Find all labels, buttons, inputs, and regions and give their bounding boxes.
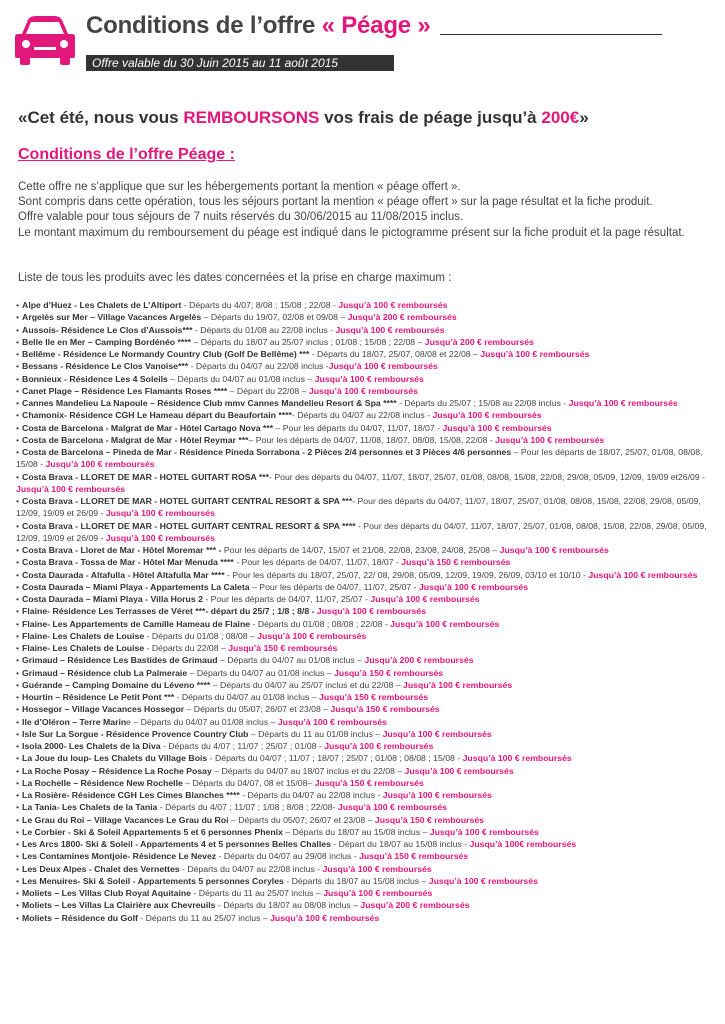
headline-middle: vos frais de péage jusqu’à — [319, 108, 542, 127]
product-name: Les Menuires- Ski & Soleil - Appartements 5 personnes Coryles — [22, 875, 284, 886]
product-amount: Jusqu’à 100 € remboursés — [480, 349, 590, 359]
list-item — [16, 789, 716, 801]
product-amount: Jusqu’à 100 € remboursés — [462, 753, 572, 764]
product-amount: Jusqu’à 100 € remboursés — [16, 483, 126, 494]
headline-highlight-rembourser: REMBOURSONS — [183, 108, 320, 127]
list-item — [16, 593, 716, 605]
page-header — [0, 0, 725, 80]
list-item — [16, 630, 716, 642]
product-amount: Jusqu’à 100 € remboursés — [428, 875, 538, 886]
product-details: - Départs du 18/07 au 08/08 inclus – — [215, 900, 361, 911]
product-details: – Départs du 05/07; 26/07 et 23/08 – — [228, 814, 375, 825]
product-name: Isle Sur La Sorgue - Résidence Provence Country Club — [22, 728, 249, 739]
title-underline — [440, 34, 662, 35]
list-item — [16, 495, 716, 520]
product-name: Argelès sur Mer – Village Vacances Argelès — [22, 312, 202, 323]
product-amount: Jusqu’à 100 € remboursés — [105, 532, 215, 543]
product-amount: Jusqu’à 100 € remboursés — [322, 863, 432, 874]
product-name: Moliets – Les Villas La Clairière aux Chevreuils — [22, 900, 216, 911]
product-list — [16, 299, 716, 924]
product-details: - Départs du 04/07 au 29/08 inclus - — [216, 851, 360, 862]
product-name: Costa Brava - Lloret de Mar - Hôtel Moremar *** - — [22, 545, 222, 555]
product-name: Moliets – Les Villas Club Royal Aquitaine — [22, 888, 192, 898]
product-details: - Départs du 11 au 25/07 inclus – — [137, 912, 271, 923]
product-details: – Pour les départs de 04/07, 11/08, 18/07, 08/08, 15/08, 22/08 - — [248, 434, 496, 445]
list-item — [16, 838, 716, 850]
product-amount: Jusqu’à 100 € remboursés — [314, 373, 424, 384]
product-amount: Jusqu’à 150 € remboursés — [334, 667, 444, 678]
list-item — [16, 801, 716, 813]
product-name: Bonnieux - Résidence Les 4 Soleils — [22, 373, 168, 384]
product-name: Canet Plage – Résidence Les Flamants Roses **** — [22, 385, 228, 396]
list-item — [16, 385, 716, 397]
validity-banner: Offre valable du 30 Juin 2015 au 11 août 2015 — [86, 55, 394, 71]
product-details: - Pour des départs du 04/07, 11/07, 18/07, 25/07, 01/08, 08/08, 15/08, 22/08, 29/08, 05/09, 12/09, 19/09 et 26/09 - — [16, 496, 701, 519]
product-details: - Départs du 25/07 ; 15/08 au 22/08 inclus - — [396, 398, 569, 408]
list-item — [16, 752, 716, 764]
product-amount: Jusqu’à 100 € remboursés — [404, 765, 514, 776]
product-details: – Départs du 05/07; 26/07 et 23/08 – — [184, 704, 331, 715]
product-amount: Jusqu’à 150 € remboursés — [359, 851, 469, 862]
product-details: – Pour les départs du 04/07, 11/07, 18/07 - — [273, 422, 443, 433]
product-name: Costa de Barcelona – Pineda de Mar - Résidence Pineda Sorrabona - 2 Pièces 2/4 personnes et 3 Pièces 4/6 personnes — [22, 447, 512, 457]
list-item — [16, 850, 716, 862]
product-name: Belle Ile en Mer – Camping Bordénéo **** — [22, 336, 192, 347]
car-icon — [14, 14, 76, 66]
product-name: Ile d’Oléron – Terre Marin — [22, 716, 127, 727]
list-item — [16, 397, 716, 409]
product-name: Flaine- Les Appartements de Camille Hameau de Flaine — [22, 618, 251, 629]
product-name: Costa Brava - LLORET DE MAR - HOTEL GUITART CENTRAL RESORT & SPA *** — [22, 496, 353, 506]
product-details: – Départ du 22/08 – — [227, 385, 309, 396]
product-name: Moliets – Résidence du Golf — [22, 912, 138, 923]
product-amount: Jusqu’à 200 € remboursés — [347, 312, 457, 323]
product-name: Guérande – Camping Domaine du Léveno **** — [22, 679, 211, 690]
product-amount: Jusqu’à 100 € remboursés — [335, 324, 445, 335]
product-details: – Départs du 18/07 au 15/08 inclus – — [282, 826, 430, 837]
product-amount: Jusqu’à 100€ remboursés — [469, 839, 577, 849]
product-details: – Départs du 04/07, 08 et 15/08– — [182, 777, 315, 788]
product-amount: Jusqu’à 150 € remboursés — [401, 557, 511, 568]
list-item — [16, 569, 716, 581]
product-details: Pour les départs de 14/07, 15/07 et 21/08, 22/08, 23/08, 24/08, 25/08 – — [221, 545, 500, 555]
product-details: – Départs du 18/07 au 25/07 inclus ; 01/08 ; 15/08 ; 22/08 – — [191, 336, 425, 347]
product-amount: Jusqu’à 200 € remboursés — [424, 336, 534, 347]
list-item — [16, 654, 716, 666]
product-name: Hossegor – Village Vacances Hossegor — [22, 704, 185, 715]
product-details: - Départs du 18/07 au 15/08 inclus – — [283, 875, 429, 886]
product-details: - Départs du 4/07 ; 11/07 ; 25/07 ; 01/08 - — [160, 741, 325, 751]
list-item — [16, 299, 716, 311]
list-item — [16, 667, 716, 679]
product-name: Le Corbier - Ski & Soleil Appartements 5 et 6 personnes Phenix — [22, 826, 283, 837]
list-intro: Liste de tous les produits avec les dates concernées et la prise en charge maximum : — [18, 272, 452, 284]
product-name: Flaine- Les Chalets de Louise — [22, 643, 145, 653]
product-details: - Pour des départs du 04/07, 11/07, 18/07, 25/07, 01/08, 08/08, 15/08, 22/08, 29/08, 05/09, 12/09, 19/09 et 26/09 - — [16, 520, 707, 543]
product-details: - Départs du 4/07; 8/08 ; 15/08 ; 22/08 - — [181, 300, 339, 310]
product-name: Costa de Barcelona - Malgrat de Mar - Hôtel Cartago Nova *** — [22, 422, 274, 433]
product-details: - Départs du 04/07 au 01/08 inclus – — [174, 692, 319, 702]
product-amount: Jusqu’à 100 € remboursés — [338, 300, 448, 310]
list-item — [16, 863, 716, 875]
product-amount: Jusqu’à 100 € remboursés — [418, 581, 529, 592]
paragraph-line: Sont compris dans cette opération, tous les séjours portant la mention « péage offert » sur la page résultat et la fiche produit. — [18, 196, 653, 209]
paragraph-line: Cette offre ne s’applique que sur les hébergements portant la mention « péage offert ». — [18, 181, 461, 193]
title-accent: « Péage » — [321, 12, 431, 39]
list-item — [16, 434, 716, 446]
product-details: - Départs du 01/08 ; 08/08 – — [144, 630, 258, 641]
conditions-paragraph — [18, 180, 718, 241]
list-item — [16, 446, 716, 471]
product-amount: Jusqu’à 100 € remboursés — [588, 569, 698, 580]
list-item — [16, 765, 716, 777]
product-amount: Jusqu’à 100 € remboursés — [270, 912, 380, 923]
product-name: Les Deux Alpes - Chalet des Vernettes — [22, 863, 180, 874]
product-details: – Départs du 04/07 au 18/07 inclus et du 22/08 – — [211, 765, 405, 776]
product-name: La Rochelle – Résidence New Rochelle — [22, 777, 183, 788]
list-item — [16, 471, 716, 496]
product-details: - Départs du 01/08 au 22/08 inclus - — [192, 324, 336, 335]
product-details: - Pour les départs de 04/07, 11/07, 18/07 - — [233, 557, 402, 568]
product-name: Aussois- Résidence Le Clos d’Aussois*** — [22, 324, 193, 335]
product-amount: Jusqu’à 100 € remboursés — [308, 385, 419, 396]
product-details: - Pour les départs du 18/07, 25/07, 22/ 08, 29/08, 05/09, 12/09, 19/09, 26/09, 03/10 et 10/10 - — [224, 569, 589, 580]
product-name: Costa de Barcelona - Malgrat de Mar - Hôtel Reymar *** — [22, 434, 249, 445]
list-item — [16, 581, 716, 593]
product-details: – Départs du 04/07 au 01/08 inclus – — [187, 667, 335, 678]
product-details: - Départs du 01/08 ; 08/08 ; 22/08 - — [250, 618, 391, 629]
product-amount: Jusqu’à 100 € remboursés — [105, 508, 215, 519]
product-name: La Joue du loup- Les Chalets du Village Bois — [22, 753, 208, 764]
list-item — [16, 814, 716, 826]
product-name: Costa Daurada – Miami Playa - Appartements La Caleta — [22, 581, 250, 592]
product-amount: Jusqu’à 100 € remboursés — [390, 618, 500, 629]
page-title — [86, 12, 431, 40]
product-name: Hourtin – Résidence Le Petit Pont *** — [22, 692, 175, 702]
product-name: Flaine- Résidence Les Terrasses de Véret ***- départ du 25/7 ; 1/8 ; 8/8 - — [22, 606, 315, 617]
list-item — [16, 556, 716, 568]
product-details: - Départs du 04/07 ; 11/07 ; 18/07 ; 25/07 ; 01/08 ; 08/08 ; 15/08 - — [207, 753, 463, 764]
product-name: Costa Brava - LLORET DE MAR - HOTEL GUITART ROSA *** — [22, 471, 270, 482]
list-item — [16, 348, 716, 360]
product-details: - Pour des départs du 04/07, 11/07, 18/07, 25/07, 01/08, 08/08, 15/08, 22/08, 29/08, 05/09, 12/09, 19/09 et26/09 - — [269, 471, 706, 482]
list-item — [16, 716, 716, 728]
product-amount: Jusqu’à 100 € remboursés — [45, 459, 155, 470]
product-name: Cannes Mandelieu La Napoule – Résidence Club mmv Cannes Mandelieu Resort & Spa **** — [22, 398, 397, 408]
headline — [18, 108, 589, 128]
product-name: Bellême - Résidence Le Normandy Country Club (Golf De Bellême) *** — [22, 349, 310, 359]
product-name: La Rosière- Résidence CGH Les Cimes Blanches **** — [22, 790, 240, 800]
product-details: – Départs du 19/07, 02/08 et 09/08 – — [201, 312, 348, 323]
list-item — [16, 679, 716, 691]
headline-highlight-amount: 200€ — [541, 108, 580, 127]
product-details: - Départs du 04/07 au 22/08 inclus - — [179, 863, 323, 874]
list-item — [16, 703, 716, 715]
list-item — [16, 373, 716, 385]
product-amount: Jusqu’à 100 € remboursés — [499, 545, 609, 555]
product-amount: Jusqu’à 200 € remboursés — [360, 900, 470, 911]
product-name: Les Arcs 1800- Ski & Soleil - Appartements 4 et 5 personnes Belles Challes — [22, 839, 331, 849]
product-amount: Jusqu’à 150 € remboursés — [314, 777, 424, 788]
product-amount: Jusqu’à 100 € remboursés — [277, 716, 387, 727]
product-amount: Jusqu’à 100 € remboursés — [568, 398, 678, 408]
product-amount: Jusqu’à 100 € remboursés — [370, 594, 480, 604]
headline-suffix: » — [579, 108, 589, 127]
product-amount: Jusqu’à 150 € remboursés — [228, 643, 338, 653]
product-name: Chamonix- Résidence CGH Le Hameau départ du Beaufortain **** — [22, 410, 292, 421]
product-amount: Jusqu’à 150 € remboursés — [374, 814, 485, 825]
headline-prefix: «Cet été, nous vous — [18, 108, 184, 127]
product-amount: Jusqu’à 100 € remboursés — [382, 728, 492, 739]
product-name: Le Grau du Roi – Village Vacances Le Grau du Roi — [22, 814, 229, 825]
list-item — [16, 336, 716, 348]
product-details: e – Départs du 04/07 au 01/08 inclus – — [126, 716, 278, 727]
list-item — [16, 899, 716, 911]
product-details: - Départs du 04/07 au 22/08 inclus - — [188, 361, 329, 372]
list-item — [16, 618, 716, 630]
product-details: – Départs du 11 au 01/08 inclus – — [248, 728, 383, 739]
product-amount: Jusqu’à 200 € remboursés — [364, 655, 474, 666]
product-name: Grimaud – Résidence Les Bastides de Grimaud — [22, 655, 218, 666]
product-details: - Départ du 18/07 au 15/08 inclus - — [330, 839, 470, 849]
list-item — [16, 324, 716, 336]
list-item — [16, 422, 716, 434]
paragraph-line: Le montant maximum du remboursement du péage est indiqué dans le pictogramme présent sur la fiche produit et la page résultat. — [18, 226, 685, 239]
product-details: – Pour les départs de 04/07, 11/07, 25/07 - — [249, 581, 419, 592]
section-title: Conditions de l’offre Péage : — [18, 146, 235, 163]
product-amount: Jusqu’à 100 € remboursés — [337, 802, 447, 813]
product-details: - Départs du 04/07 au 22/08 inclus - — [239, 790, 383, 800]
product-details: - Départs du 18/07, 25/07, 08/08 et 22/08 – — [309, 349, 481, 359]
product-details: - Départs du 22/08 – — [144, 643, 229, 653]
list-item — [16, 912, 716, 924]
list-item — [16, 409, 716, 421]
product-details: – Départs du 04/07 au 01/08 inclus – — [217, 655, 365, 666]
product-details: - Départs du 04/07 au 22/08 inclus - — [291, 410, 433, 421]
product-name: Bessans - Résidence Le Clos Vanoise*** — [22, 361, 189, 372]
list-item — [16, 544, 716, 556]
product-amount: Jusqu’à 100 € remboursés — [257, 630, 367, 641]
product-details: – Départs du 04/07 au 01/08 inclus – — [167, 373, 315, 384]
product-amount: Jusqu’à 150 € remboursés — [330, 704, 440, 715]
list-item — [16, 887, 716, 899]
product-amount: Jusqu’à 100 € remboursés — [495, 434, 605, 445]
list-item — [16, 311, 716, 323]
product-details: – Départs du 04/07 au 25/07 inclus et du 22/08 – — [210, 679, 404, 690]
paragraph-line: Offre valable pour tous séjours de 7 nuits réservés du 30/06/2015 au 11/08/2015 inclus. — [18, 211, 464, 224]
product-name: La Tania- Les Chalets de la Tania — [22, 802, 158, 813]
list-item — [16, 728, 716, 740]
product-name: Costa Daurada - Altafulla - Hôtel Altafulla Mar **** — [22, 569, 225, 580]
product-name: Costa Daurada – Miami Playa - Villa Horus 2 — [22, 594, 203, 604]
title-main: Conditions de l’offre — [86, 12, 322, 39]
product-amount: Jusqu’à 100 € remboursés — [382, 790, 492, 800]
product-details: - Départs du 11 au 25/07 inclus – — [191, 888, 324, 898]
list-item — [16, 520, 716, 545]
product-name: Grimaud – Résidence club La Palmeraie — [22, 667, 188, 678]
product-name: Isola 2000- Les Chalets de la Diva — [22, 741, 161, 751]
product-amount: Jusqu’à 100 € remboursés — [316, 606, 427, 617]
product-amount: Jusqu’à 150 € remboursés — [319, 692, 429, 702]
product-amount: Jusqu’à 100 € remboursés — [442, 422, 552, 433]
product-amount: Jusqu’à 100 € remboursés — [432, 410, 542, 421]
list-item — [16, 826, 716, 838]
list-item — [16, 605, 716, 617]
list-item — [16, 360, 716, 372]
list-item — [16, 642, 716, 654]
product-amount: Jusqu’à 100 € remboursés — [429, 826, 539, 837]
list-item — [16, 740, 716, 752]
product-name: Costa Brava - LLORET DE MAR - HOTEL GUITART CENTRAL RESORT & SPA **** — [22, 520, 356, 531]
list-item — [16, 777, 716, 789]
product-amount: Jusqu’à 100 € remboursés — [324, 741, 434, 751]
product-name: Les Contamines Montjoie- Résidence Le Nevez — [22, 851, 217, 862]
product-details: – Pour les départs de 18/07, 25/07, 01/08, 08/08, 15/08 - — [16, 447, 703, 470]
product-name: Flaine- Les Chalets de Louise — [22, 630, 145, 641]
list-item — [16, 691, 716, 703]
product-amount: Jusqu’à 100 € remboursés — [403, 679, 513, 690]
product-details: - Pour les départs de 04/07, 11/07, 25/07 - — [202, 594, 371, 604]
list-item — [16, 875, 716, 887]
product-name: La Roche Posay – Résidence La Roche Posay — [22, 765, 212, 776]
product-amount: Jusqu’à 100 € remboursés — [328, 361, 438, 372]
product-name: Costa Brava - Tossa de Mar - Hôtel Mar Menuda **** — [22, 557, 234, 568]
product-amount: Jusqu’à 100 € remboursés — [323, 888, 433, 898]
product-name: Alpe d’Huez - Les Chalets de L’Altiport — [22, 300, 182, 310]
product-details: - Départs du 4/07 ; 11/07 ; 1/08 ; 8/08 ; 22/08- — [157, 802, 338, 813]
